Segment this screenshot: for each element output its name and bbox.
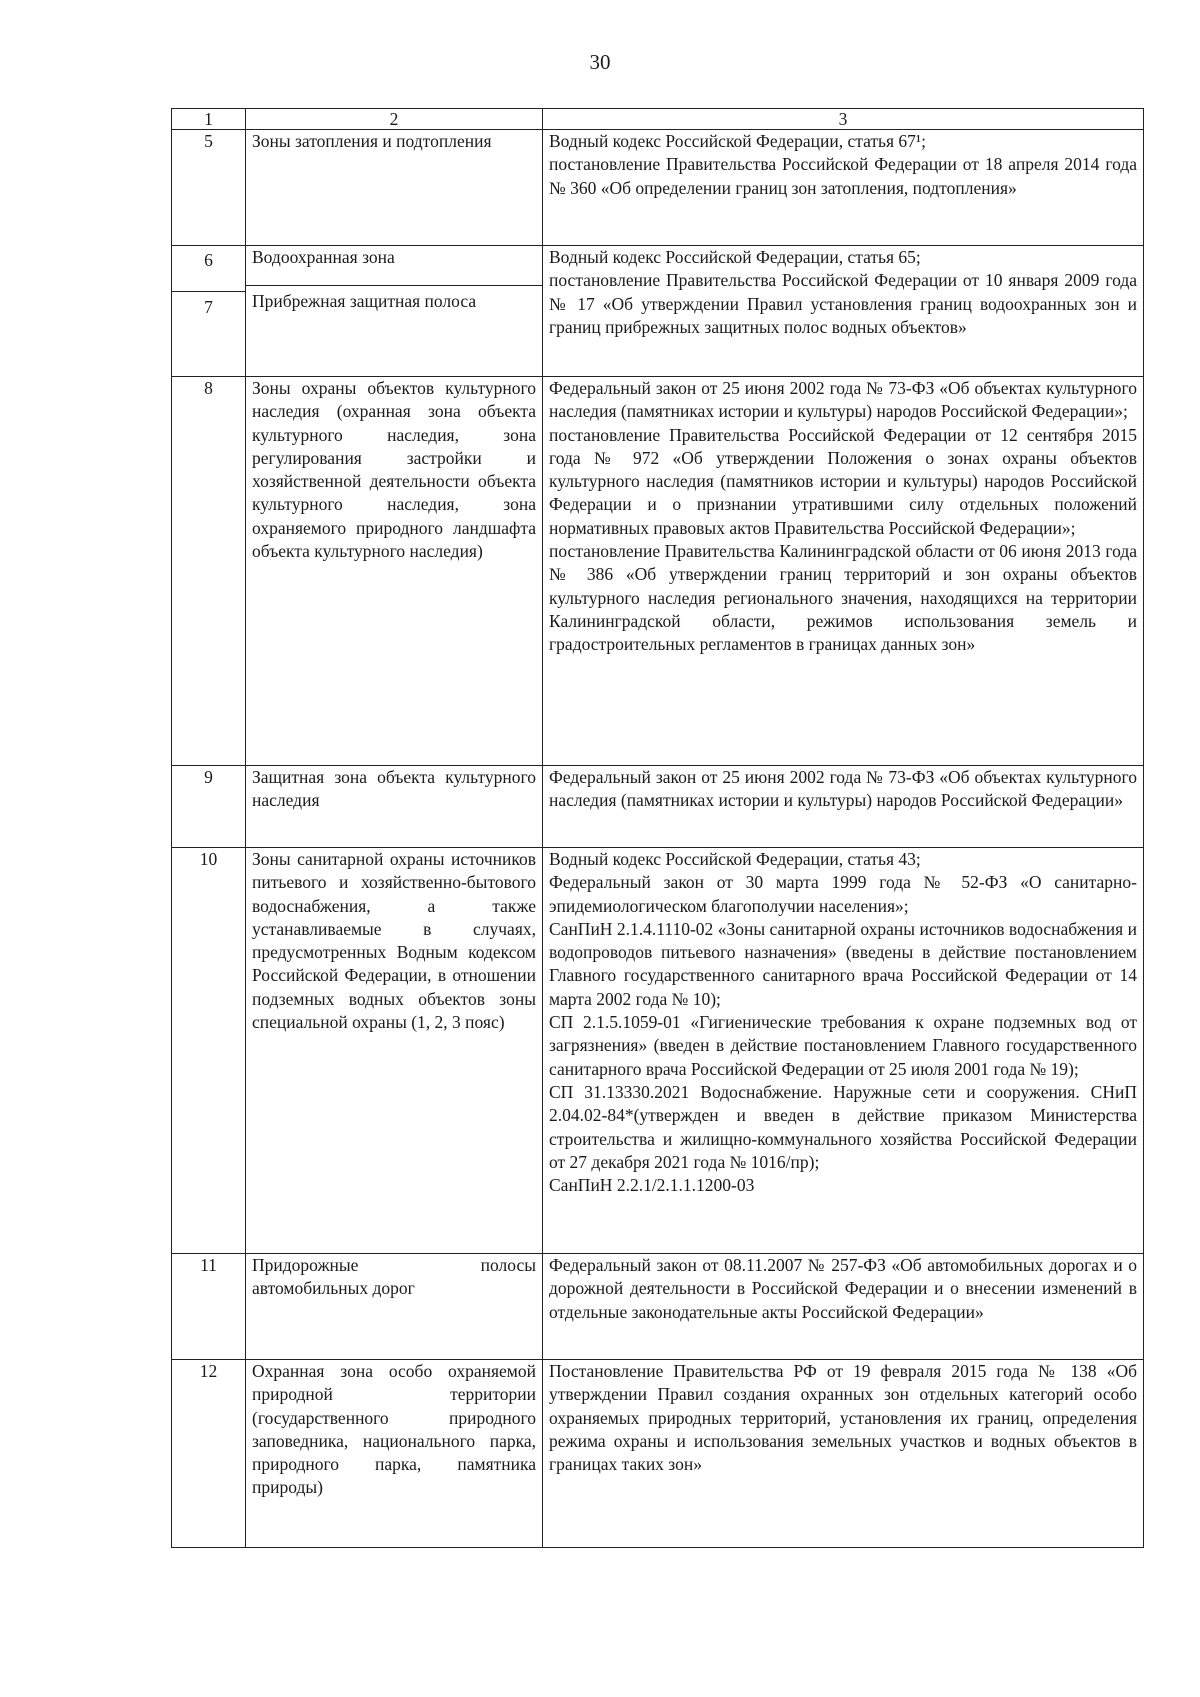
legal-basis [543, 130, 1144, 246]
header-col-2: 2 [246, 109, 543, 130]
legal-paragraph: Федеральный закон от 25 июня 2002 года № 73-ФЗ «Об объектах культурного наследия (памятниках истории и культуры) народов Российской Федерации» [549, 767, 1137, 811]
table-row [172, 246, 1144, 377]
legal-paragraph: СП 31.13330.2021 Водоснабжение. Наружные сети и сооружения. СНиП 2.04.02-84*(утвержден и введен в действие приказом Министерства строительства и жилищно-коммунального хозяйства Российской Федерации от 27 декабря 2021 года № 1016/пр); [549, 1081, 1137, 1172]
table-row [172, 377, 1144, 766]
legal-basis [543, 848, 1144, 1254]
zone-name: Зоны санитарной охраны источников питьевого и хозяйственно-бытового водоснабжения, а также устанавливаемые в случаях, предусмотренных Водным кодексом Российской Федерации, в отношении подземных водных объектов зоны специальной охраны (1, 2, 3 пояс) [246, 848, 543, 1254]
zone-name-7: Прибрежная защитная полоса [246, 285, 542, 313]
zone-name: Придорожные полосы автомобильных дорог [246, 1254, 543, 1360]
legal-paragraph: Федеральный закон от 25 июня 2002 года № 73-ФЗ «Об объектах культурного наследия (памятниках истории и культуры) народов Российской Федерации»; [549, 378, 1137, 422]
row-number: 5 [172, 130, 246, 246]
header-col-3: 3 [543, 109, 1144, 130]
zone-name: Зоны охраны объектов культурного наследия (охранная зона объекта культурного наследия, зона регулирования застройки и хозяйственной деятельности объекта культурного наследия, зона охраняемого природного ландшафта объекта культурного наследия) [246, 377, 543, 766]
legal-paragraph: постановление Правительства Российской Федерации от 12 сентября 2015 года № 972 «Об утверждении Положения о зонах охраны объектов культурного наследия (памятников истории и культуры) народов Российской Федерации и о признании утратившими силу отдельных положений нормативных правовых актов Правительства Российской Федерации»; [549, 424, 1137, 538]
zone-name: Защитная зона объекта культурного наследия [246, 766, 543, 848]
table-row [172, 1254, 1144, 1360]
legal-basis [543, 246, 1144, 377]
legal-basis [543, 1360, 1144, 1548]
table-row [172, 1360, 1144, 1548]
table-row [172, 766, 1144, 848]
row-number: 12 [172, 1360, 246, 1548]
legal-basis [543, 1254, 1144, 1360]
zone-name-6: Водоохранная зона [252, 247, 395, 267]
table-row [172, 848, 1144, 1254]
row-number: 10 [172, 848, 246, 1254]
legal-basis [543, 377, 1144, 766]
zone-name [246, 246, 543, 377]
legal-paragraph: СанПиН 2.1.4.1110-02 «Зоны санитарной охраны источников водоснабжения и водопроводов питьевого назначения» (введены в действие постановлением Главного государственного санитарного врача Российской Федерации от 14 марта 2002 года № 10); [549, 918, 1137, 1009]
row-number [172, 246, 246, 377]
legal-paragraph: постановление Правительства Российской Федерации от 18 апреля 2014 года № 360 «Об определении границ зон затопления, подтопления» [549, 154, 1137, 198]
regulation-table [171, 108, 1144, 1548]
zone-name: Зоны затопления и подтопления [246, 130, 543, 246]
table-header-row [172, 109, 1144, 130]
legal-paragraph: Водный кодекс Российской Федерации, статья 67¹; [549, 131, 927, 151]
row-number: 11 [172, 1254, 246, 1360]
row-number-6: 6 [204, 250, 213, 270]
page-number: 30 [589, 50, 611, 74]
legal-paragraph: постановление Правительства Российской Федерации от 10 января 2009 года № 17 «Об утверждении Правил установления границ водоохранных зон и границ прибрежных защитных полос водных объектов» [549, 270, 1137, 337]
zone-name: Охранная зона особо охраняемой природной территории (государственного природного заповедника, национального парка, природного парка, памятника природы) [246, 1360, 543, 1548]
legal-paragraph: СанПиН 2.2.1/2.1.1.1200-03 [549, 1175, 755, 1196]
legal-paragraph: Федеральный закон от 30 марта 1999 года № 52-ФЗ «О санитарно-эпидемиологическом благополучии населения»; [549, 872, 1137, 916]
row-number: 9 [172, 766, 246, 848]
legal-paragraph: Федеральный закон от 08.11.2007 № 257-ФЗ «Об автомобильных дорогах и о дорожной деятельности в Российской Федерации и о внесении изменений в отдельные законодательные акты Российской Федерации» [549, 1255, 1137, 1322]
legal-paragraph: СП 2.1.5.1059-01 «Гигиенические требования к охране подземных вод от загрязнения» (введен в действие постановлением Главного государственного санитарного врача Российской Федерации от 25 июля 2001 года № 19); [549, 1012, 1137, 1079]
legal-paragraph: Водный кодекс Российской Федерации, статья 43; [549, 849, 921, 869]
legal-paragraph: постановление Правительства Калининградской области от 06 июня 2013 года № 386 «Об утверждении границ территорий и зон охраны объектов культурного наследия регионального значения, находящихся на территории Калининградской области, режимов использования земель и градостроительных регламентов в границах данных зон» [549, 541, 1137, 655]
legal-paragraph: Постановление Правительства РФ от 19 февраля 2015 года № 138 «Об утверждении Правил создания охранных зон отдельных категорий особо охраняемых природных территорий, установления их границ, определения режима охраны и использования земельных участков и водных объектов в границах таких зон» [549, 1361, 1137, 1475]
table-row [172, 130, 1144, 246]
row-number: 8 [172, 377, 246, 766]
legal-basis [543, 766, 1144, 848]
row-number-7: 7 [172, 291, 245, 319]
legal-paragraph: Водный кодекс Российской Федерации, статья 65; [549, 247, 921, 267]
header-col-1: 1 [172, 109, 246, 130]
